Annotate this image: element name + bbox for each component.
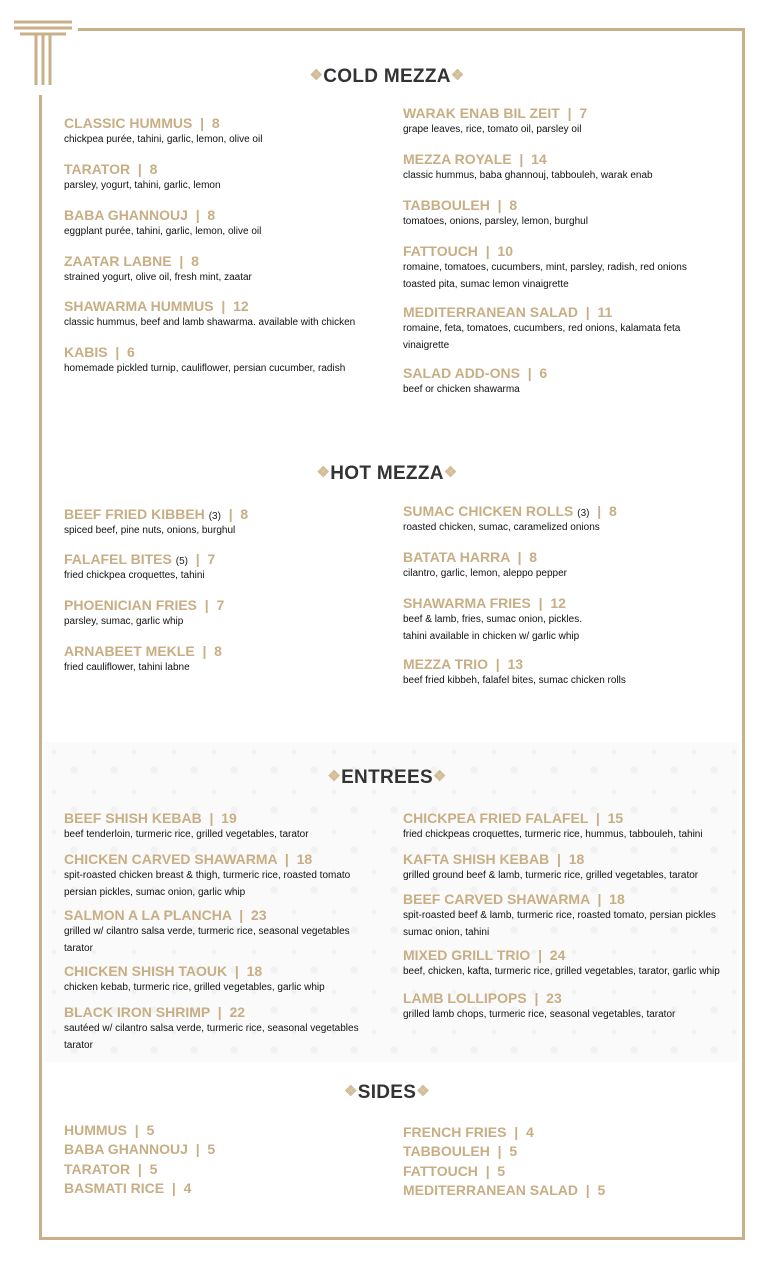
menu-item-description: beef fried kibbeh, falafel bites, sumac chicken rolls (403, 675, 626, 686)
menu-item-name-line: BEEF FRIED KIBBEH (3) | 8 (64, 506, 249, 522)
menu-item-description: classic hummus, beef and lamb shawarma. available with chicken (64, 317, 356, 328)
menu-item-name: KABIS (64, 344, 108, 360)
menu-item-name: SHAWARMA HUMMUS (64, 298, 214, 314)
section-title-entrees: ❖ENTREES❖ (327, 767, 447, 788)
menu-item-name: MEZZA TRIO (403, 656, 489, 672)
menu-item-description: homemade pickled turnip, cauliflower, persian cucumber, radish (64, 363, 346, 374)
side-item-price: 5 (497, 1163, 506, 1179)
frame-right-border (742, 28, 745, 1240)
menu-item-name: MEDITERRANEAN SALAD (403, 304, 578, 320)
menu-item-description: parsley, sumac, garlic whip (64, 616, 184, 627)
side-item: BABA GHANNOUJ | 5 (64, 1141, 216, 1157)
menu-item-name: SALMON A LA PLANCHA (64, 907, 232, 923)
ornament-icon: ❖ (416, 1083, 431, 1100)
menu-item-price: 8 (149, 161, 158, 177)
menu-item (64, 344, 345, 377)
ornament-icon: ❖ (309, 67, 324, 84)
menu-item (403, 595, 582, 645)
menu-item-description: beef or chicken shawarma (403, 384, 520, 395)
menu-item (403, 549, 567, 582)
menu-item (64, 851, 350, 901)
menu-item-name: WARAK ENAB BIL ZEIT (403, 105, 560, 121)
menu-item-description: spit-roasted chicken breast & thigh, turmeric rice, roasted tomato (64, 870, 351, 881)
menu-item-price: 18 (246, 963, 263, 979)
menu-item (403, 197, 588, 230)
menu-item-name-line: SUMAC CHICKEN ROLLS (3) | 8 (403, 503, 617, 519)
ornament-icon: ❖ (343, 1083, 358, 1100)
side-item-name: TARATOR (64, 1161, 131, 1177)
menu-item-name: SUMAC CHICKEN ROLLS (403, 503, 574, 519)
menu-item-description: tomatoes, onions, parsley, lemon, burghul (403, 216, 588, 227)
ornament-icon: ❖ (316, 464, 331, 481)
menu-item-name-line: BABA GHANNOUJ | 8 (64, 207, 216, 223)
side-item-price: 4 (525, 1124, 534, 1140)
menu-item-description: fried cauliflower, tahini labne (64, 662, 190, 673)
menu-item-name-line: MEDITERRANEAN SALAD | 11 (403, 304, 613, 320)
menu-item (403, 656, 626, 689)
menu-item-name: TABBOULEH (403, 197, 490, 213)
menu-item (403, 990, 675, 1023)
ornament-icon: ❖ (432, 768, 447, 785)
menu-item-price: 8 (207, 207, 216, 223)
side-item-price: 4 (183, 1180, 192, 1196)
side-item: HUMMUS | 5 (64, 1122, 155, 1138)
side-item-name: BASMATI RICE (64, 1180, 165, 1196)
menu-item (64, 907, 350, 957)
menu-item-description: grilled w/ cilantro salsa verde, turmeric rice, seasonal vegetables (64, 926, 350, 937)
menu-item-description: toasted pita, sumac lemon vinaigrette (403, 279, 569, 290)
menu-item-description: tarator (64, 943, 93, 954)
menu-item-price: 24 (549, 947, 566, 963)
side-item: BASMATI RICE | 4 (64, 1180, 192, 1196)
menu-item-price: 19 (221, 810, 237, 826)
menu-item-description: sautéed w/ cilantro salsa verde, turmeric rice, seasonal vegetables (64, 1023, 359, 1034)
menu-item-description: fried chickpeas croquettes, turmeric rice, hummus, tabbouleh, tahini (403, 829, 703, 840)
side-item: FRENCH FRIES | 4 (403, 1124, 534, 1140)
frame-top-border (78, 28, 745, 31)
menu-item-name: FALAFEL BITES (64, 551, 172, 567)
side-item-name: FRENCH FRIES (403, 1124, 507, 1140)
side-item-name: MEDITERRANEAN SALAD (403, 1182, 578, 1198)
menu-item-price: 14 (531, 151, 547, 167)
side-item: FATTOUCH | 5 (403, 1163, 506, 1179)
menu-item (403, 151, 653, 184)
menu-item-description: grape leaves, rice, tomato oil, parsley oil (403, 124, 582, 135)
ornament-icon: ❖ (450, 67, 465, 84)
menu-item-name-line: FALAFEL BITES (5) | 7 (64, 551, 216, 567)
menu-item-name: BABA GHANNOUJ (64, 207, 188, 223)
menu-item (403, 947, 720, 980)
menu-item-name: MIXED GRILL TRIO (403, 947, 531, 963)
menu-item-name: LAMB LOLLIPOPS (403, 990, 527, 1006)
menu-item-description: eggplant purée, tahini, garlic, lemon, olive oil (64, 226, 262, 237)
menu-item (403, 243, 687, 293)
menu-item-name-line: KAFTA SHISH KEBAB | 18 (403, 851, 585, 867)
menu-item (64, 207, 261, 240)
menu-item-quantity: (5) (175, 556, 188, 567)
menu-item-price: 8 (211, 115, 220, 131)
menu-item (403, 891, 716, 941)
menu-item-name: KAFTA SHISH KEBAB (403, 851, 550, 867)
menu-item-name-line: BATATA HARRA | 8 (403, 549, 538, 565)
menu-item-name-line: PHOENICIAN FRIES | 7 (64, 597, 225, 613)
menu-item-name: CHICKEN SHISH TAOUK (64, 963, 228, 979)
side-item: TABBOULEH | 5 (403, 1143, 518, 1159)
menu-item (64, 1004, 359, 1054)
menu-item-price: 18 (568, 851, 585, 867)
menu-item-name-line: BEEF SHISH KEBAB | 19 (64, 810, 237, 826)
menu-item-price: 18 (609, 891, 625, 907)
ornament-icon: ❖ (443, 464, 458, 481)
menu-item-name-line: LAMB LOLLIPOPS | 23 (403, 990, 562, 1006)
menu-item-name: TARATOR (64, 161, 131, 177)
menu-item-description: romaine, tomatoes, cucumbers, mint, parsley, radish, red onions (403, 262, 687, 273)
menu-item-price: 12 (550, 595, 566, 611)
menu-item-price: 8 (529, 549, 538, 565)
side-item-name: HUMMUS (64, 1122, 127, 1138)
menu-item-name-line: BLACK IRON SHRIMP | 22 (64, 1004, 246, 1020)
menu-item-price: 10 (497, 243, 513, 259)
menu-item-description: spiced beef, pine nuts, onions, burghul (64, 525, 236, 536)
menu-item-description: sumac onion, tahini (403, 927, 490, 938)
frame-left-border (39, 95, 42, 1240)
menu-item-description: spit-roasted beef & lamb, turmeric rice, roasted tomato, persian pickles (403, 910, 716, 921)
menu-item (64, 643, 222, 676)
menu-item-name-line: CHICKEN SHISH TAOUK | 18 (64, 963, 263, 979)
menu-item-name-line: MEZZA TRIO | 13 (403, 656, 524, 672)
menu-item-name-line: KABIS | 6 (64, 344, 135, 360)
menu-item-name: BEEF CARVED SHAWARMA (403, 891, 590, 907)
menu-item-price: 13 (507, 656, 524, 672)
menu-item-name-line: CHICKPEA FRIED FALAFEL | 15 (403, 810, 624, 826)
menu-item-description: tarator (64, 1040, 93, 1051)
menu-item-price: 7 (579, 105, 588, 121)
menu-item-price: 8 (214, 643, 222, 659)
menu-item (403, 304, 680, 354)
menu-item (64, 506, 248, 539)
menu-item-description: persian pickles, sumac onion, garlic whip (64, 887, 246, 898)
menu-item-description: beef & lamb, fries, sumac onion, pickles. (403, 614, 582, 625)
menu-item-description: strained yogurt, olive oil, fresh mint, zaatar (64, 272, 252, 283)
menu-item-price: 6 (127, 344, 135, 360)
menu-item-price: 8 (191, 253, 199, 269)
menu-item (64, 115, 262, 148)
menu-item-name-line: BEEF CARVED SHAWARMA | 18 (403, 891, 625, 907)
menu-item-price: 6 (539, 365, 548, 381)
menu-item-name-line: MIXED GRILL TRIO | 24 (403, 947, 566, 963)
menu-item-description: vinaigrette (403, 340, 450, 351)
menu-item-name: MEZZA ROYALE (403, 151, 512, 167)
menu-item-description: classic hummus, baba ghannouj, tabbouleh, warak enab (403, 170, 653, 181)
menu-item-name-line: FATTOUCH | 10 (403, 243, 513, 259)
menu-item (403, 851, 698, 884)
side-item-price: 5 (149, 1161, 158, 1177)
menu-item-price: 8 (608, 503, 617, 519)
side-item: TARATOR | 5 (64, 1161, 158, 1177)
menu-item-name: CHICKPEA FRIED FALAFEL (403, 810, 589, 826)
menu-item (403, 365, 547, 398)
side-item-price: 5 (597, 1182, 606, 1198)
menu-item-price: 23 (546, 990, 562, 1006)
menu-item-name-line: SALAD ADD-ONS | 6 (403, 365, 548, 381)
menu-item-name: BEEF SHISH KEBAB (64, 810, 202, 826)
section-title-hot-mezza: ❖HOT MEZZA❖ (316, 463, 458, 484)
menu-item-name-line: TABBOULEH | 8 (403, 197, 518, 213)
ornament-icon: ❖ (327, 768, 342, 785)
menu-item-price: 18 (296, 851, 313, 867)
menu-item-name-line: MEZZA ROYALE | 14 (403, 151, 547, 167)
menu-item (64, 161, 221, 194)
menu-item-name-line: CHICKEN CARVED SHAWARMA | 18 (64, 851, 313, 867)
menu-item (403, 105, 587, 138)
menu-item-description: beef tenderloin, turmeric rice, grilled vegetables, tarator (64, 829, 309, 840)
menu-item-description: romaine, feta, tomatoes, cucumbers, red onions, kalamata feta (403, 323, 681, 334)
menu-item (64, 551, 215, 584)
menu-item-description: beef, chicken, kafta, turmeric rice, grilled vegetables, tarator, garlic whip (403, 966, 720, 977)
side-item: MEDITERRANEAN SALAD | 5 (403, 1182, 606, 1198)
menu-item (403, 503, 617, 536)
side-item-price: 5 (207, 1141, 216, 1157)
frame-bottom-border (39, 1237, 745, 1240)
menu-item-quantity: (3) (208, 511, 221, 522)
menu-item-price: 12 (233, 298, 249, 314)
menu-item-description: cilantro, garlic, lemon, aleppo pepper (403, 568, 567, 579)
menu-item-description: chicken kebab, turmeric rice, grilled vegetables, garlic whip (64, 982, 325, 993)
menu-item-price: 7 (216, 597, 225, 613)
menu-item-description: grilled lamb chops, turmeric rice, seasonal vegetables, tarator (403, 1009, 676, 1020)
menu-item-description: tahini available in chicken w/ garlic whip (403, 631, 580, 642)
menu-item-name: PHOENICIAN FRIES (64, 597, 198, 613)
menu-item (64, 963, 325, 996)
menu-item-name-line: SHAWARMA FRIES | 12 (403, 595, 566, 611)
menu-item-name: SALAD ADD-ONS (403, 365, 520, 381)
menu-item-name-line: SHAWARMA HUMMUS | 12 (64, 298, 249, 314)
menu-item-name-line: TARATOR | 8 (64, 161, 158, 177)
section-title-cold-mezza: ❖COLD MEZZA❖ (309, 66, 465, 87)
menu-item-price: 11 (597, 304, 613, 320)
menu-item-description: roasted chicken, sumac, caramelized onions (403, 522, 600, 533)
menu-item-description: grilled ground beef & lamb, turmeric rice, grilled vegetables, tarator (403, 870, 699, 881)
side-item-price: 5 (146, 1122, 155, 1138)
menu-item-description: fried chickpea croquettes, tahini (64, 570, 205, 581)
menu-item (64, 253, 252, 286)
menu-item-description: parsley, yogurt, tahini, garlic, lemon (64, 180, 221, 191)
menu-item-name: BEEF FRIED KIBBEH (64, 506, 205, 522)
menu-item-price: 8 (240, 506, 249, 522)
menu-item-quantity: (3) (577, 508, 590, 519)
menu-item-name-line: ZAATAR LABNE | 8 (64, 253, 199, 269)
menu-item-name: ZAATAR LABNE (64, 253, 172, 269)
menu-item (64, 810, 309, 843)
side-item-name: FATTOUCH (403, 1163, 478, 1179)
menu-item-name: FATTOUCH (403, 243, 478, 259)
side-item-price: 5 (509, 1143, 518, 1159)
menu-item-name: SHAWARMA FRIES (403, 595, 531, 611)
menu-item-name: CHICKEN CARVED SHAWARMA (64, 851, 278, 867)
menu-item (64, 298, 355, 331)
menu-item-price: 23 (250, 907, 267, 923)
menu-item-name: BATATA HARRA (403, 549, 510, 565)
menu-item-price: 22 (229, 1004, 246, 1020)
menu-item (64, 597, 224, 630)
menu-item-description: chickpea purée, tahini, garlic, lemon, olive oil (64, 134, 263, 145)
section-title-sides: ❖SIDES❖ (343, 1082, 431, 1103)
menu-item-name: CLASSIC HUMMUS (64, 115, 193, 131)
menu-item-name-line: WARAK ENAB BIL ZEIT | 7 (403, 105, 588, 121)
menu-item (403, 810, 703, 843)
side-item-name: TABBOULEH (403, 1143, 490, 1159)
menu-item-name-line: SALMON A LA PLANCHA | 23 (64, 907, 267, 923)
side-item-name: BABA GHANNOUJ (64, 1141, 188, 1157)
menu-item-name: BLACK IRON SHRIMP (64, 1004, 210, 1020)
menu-item-name-line: CLASSIC HUMMUS | 8 (64, 115, 220, 131)
menu-item-price: 15 (607, 810, 624, 826)
menu-item-price: 7 (207, 551, 216, 567)
menu-item-price: 8 (509, 197, 518, 213)
menu-item-name: ARNABEET MEKLE (64, 643, 195, 659)
menu-item-name-line: ARNABEET MEKLE | 8 (64, 643, 222, 659)
